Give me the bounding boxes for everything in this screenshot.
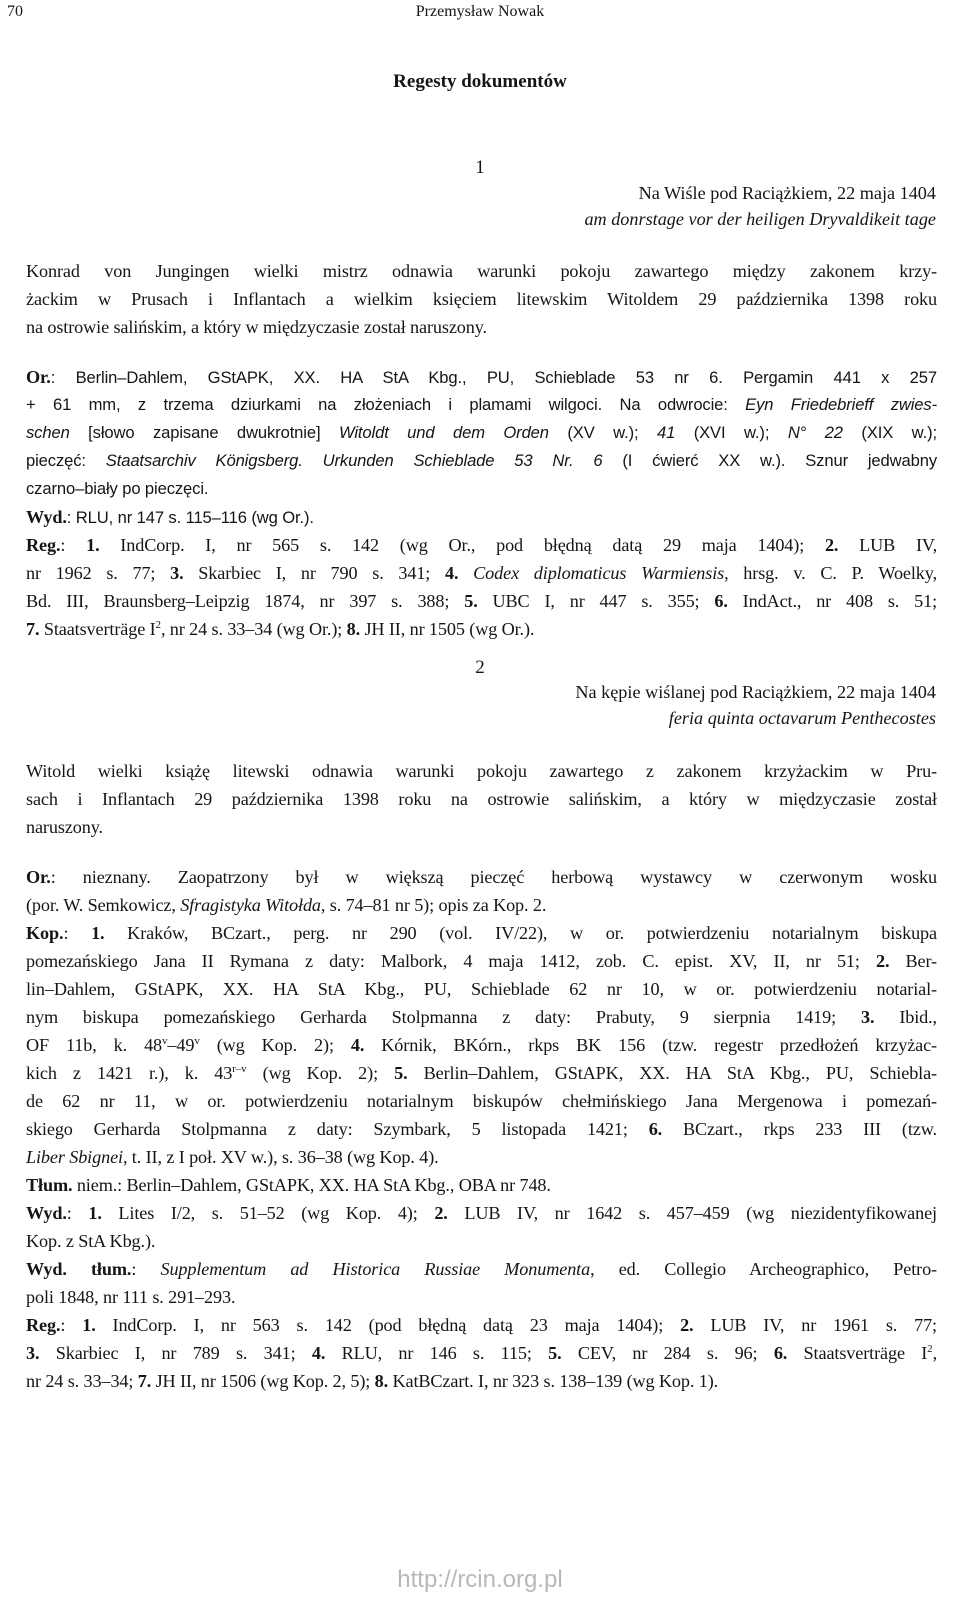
doc1-number: 1	[475, 157, 485, 178]
doc1-summary-line: Konrad von Jungingen wielki mistrz odnawia warunki pokoju zawartego między zakonem krzy-	[26, 261, 937, 281]
doc2-latin-date: feria quinta octavarum Penthecostes	[668, 708, 936, 728]
doc1-place-date: Na Wiśle pod Raciążkiem, 22 maja 1404	[638, 183, 936, 203]
doc1-or-line: Or.: Berlin–Dahlem, GStAPK, XX. HA StA Kbg., PU, Schieblade 53 nr 6. Pergamin 441 x 257	[26, 367, 937, 387]
doc2-wyd-tlum-line: Wyd. tłum.: Supplementum ad Historica Russiae Monumenta, ed. Collegio Archeographico, Petro-	[26, 1259, 937, 1279]
doc2-kop-line: skiego Gerharda Stolpmanna z daty: Szymbark, 5 listopada 1421; 6. BCzart., rkps 233 III (tzw.	[26, 1119, 937, 1139]
doc1-reg-line: nr 1962 s. 77; 3. Skarbiec I, nr 790 s. 341; 4. Codex diplomaticus Warmiensis, hrsg. v. C. P. Woelky,	[26, 563, 937, 583]
doc2-kop-line: nym biskupa pomezańskiego Gerharda Stolpmanna z daty: Prabuty, 9 sierpnia 1419; 3. Ibid.,	[26, 1007, 937, 1027]
doc2-number: 2	[475, 657, 485, 678]
doc2-kop-line: Kop.: 1. Kraków, BCzart., perg. nr 290 (vol. IV/22), w or. potwierdzeniu notarialnym biskupa	[26, 923, 937, 943]
doc1-summary-line: na ostrowie salińskim, a który w międzyczasie został naruszony.	[26, 317, 487, 337]
doc2-kop-line: Liber Sbignei, t. II, z I poł. XV w.), s. 36–38 (wg Kop. 4).	[26, 1147, 439, 1167]
doc2-or-line: (por. W. Semkowicz, Sfragistyka Witołda, s. 74–81 nr 5); opis za Kop. 2.	[26, 895, 547, 915]
page-number: 70	[7, 3, 23, 20]
doc2-or-line: Or.: nieznany. Zaopatrzony był w większą pieczęć herbową wystawcy w czerwonym wosku	[26, 867, 937, 887]
doc2-wyd-tlum-line: poli 1848, nr 111 s. 291–293.	[26, 1287, 236, 1307]
watermark-url: http://rcin.org.pl	[397, 1566, 563, 1593]
doc1-or-label: Or.	[26, 367, 51, 387]
doc2-summary	[26, 757, 937, 841]
doc1-reg-line: Bd. III, Braunsberg–Leipzig 1874, nr 397 s. 388; 5. UBC I, nr 447 s. 355; 6. IndAct., nr 408 s. 51;	[26, 591, 937, 611]
doc2-kop-line: kich z 1421 r.), k. 43$^{r-v}$ (wg Kop. 2); 5. Berlin–Dahlem, GStAPK, XX. HA StA Kbg., PU, Schiebla-	[26, 1063, 937, 1083]
doc2-summary-line: Witold wielki książę litewski odnawia warunki pokoju zawartego z zakonem krzyżackim w Pru-	[26, 761, 937, 781]
doc1-latin-date: am donrstage vor der heiligen Dryvaldikeit tage	[584, 209, 936, 229]
doc2-wyd-line: Kop. z StA Kbg.).	[26, 1231, 156, 1251]
doc1-summary	[26, 257, 937, 341]
doc2-reg-line: nr 24 s. 33–34; 7. JH II, nr 1506 (wg Kop. 2, 5); 8. KatBCzart. I, nr 323 s. 138–139 (wg Kop. 1).	[26, 1371, 719, 1391]
doc2-wyd-line: Wyd.: 1. Lites I/2, s. 51–52 (wg Kop. 4); 2. LUB IV, nr 1642 s. 457–459 (wg niezidentyfikowanej	[26, 1203, 937, 1223]
doc2-reg-line: Reg.: 1. IndCorp. I, nr 563 s. 142 (pod błędną datą 23 maja 1404); 2. LUB IV, nr 1961 s. 77;	[26, 1315, 937, 1335]
doc1-reg-line: 7. Staatsverträge $I^2$, nr 24 s. 33–34 (wg Or.); 8. JH II, nr 1505 (wg Or.).	[26, 619, 535, 639]
doc1-wyd-line: Wyd.: RLU, nr 147 s. 115–116 (wg Or.).	[26, 507, 314, 527]
doc2-kop-line: de 62 nr 11, w or. potwierdzeniu notarialnym biskupów chełmińskiego Jana Mergenowa i pomezań-	[26, 1091, 937, 1111]
doc2-kop-line: pomezańskiego Jana II Rymana z daty: Malbork, 4 maja 1412, zob. C. epist. XV, II, nr 51; 2. Ber-	[26, 951, 937, 971]
doc1-or-line: pieczęć: Staatsarchiv Königsberg. Urkunden Schieblade 53 Nr. 6 (I ćwierć XX w.). Sznur jedwabny	[26, 451, 937, 470]
running-header-author: Przemysław Nowak	[415, 3, 545, 20]
doc1-reg-line: Reg.: 1. IndCorp. I, nr 565 s. 142 (wg Or., pod błędną datą 29 maja 1404); 2. LUB IV,	[26, 535, 937, 555]
doc2-source-block	[26, 863, 937, 1395]
doc1-or-line: schen [słowo zapisane dwukrotnie] Witoldt und dem Orden (XV w.); 41 (XVI w.); N° 22 (XIX w.);	[26, 423, 938, 442]
doc1-or-line: + 61 mm, z trzema dziurkami na złożeniach i plamami wilgoci. Na odwrocie: Eyn Friedebrieff zwies-	[26, 395, 937, 414]
doc2-reg-line: 3. Skarbiec I, nr 789 s. 341; 4. RLU, nr 146 s. 115; 5. CEV, nr 284 s. 96; 6. Staatsverträge $I^2$,	[26, 1343, 937, 1363]
doc2-kop-line: lin–Dahlem, GStAPK, XX. HA StA Kbg., PU, Schieblade 62 nr 10, w or. potwierdzeniu notarial-	[26, 979, 937, 999]
doc2-place-date: Na kępie wiślanej pod Raciążkiem, 22 maja 1404	[575, 682, 936, 702]
doc2-summary-line: sach i Inflantach 29 października 1398 roku na ostrowie salińskim, a który w międzyczasie został	[26, 789, 937, 809]
doc1-or-line: czarno–biały po pieczęci.	[26, 479, 209, 498]
section-heading: Regesty dokumentów	[393, 71, 567, 92]
doc2-kop-line: OF 11b, k. 48$^v$–49$^v$ (wg Kop. 2); 4. Kórnik, BKórn., rkps BK 156 (tzw. regestr przedłożeń krzyżac-	[26, 1035, 937, 1055]
doc2-summary-line: naruszony.	[26, 817, 103, 837]
doc2-tlum-line: Tłum. niem.: Berlin–Dahlem, GStAPK, XX. HA StA Kbg., OBA nr 748.	[26, 1175, 551, 1195]
doc1-source-block	[26, 363, 937, 643]
doc1-summary-line: żackim w Prusach i Inflantach a wielkim księciem litewskim Witoldem 29 października 1398 roku	[26, 289, 937, 309]
